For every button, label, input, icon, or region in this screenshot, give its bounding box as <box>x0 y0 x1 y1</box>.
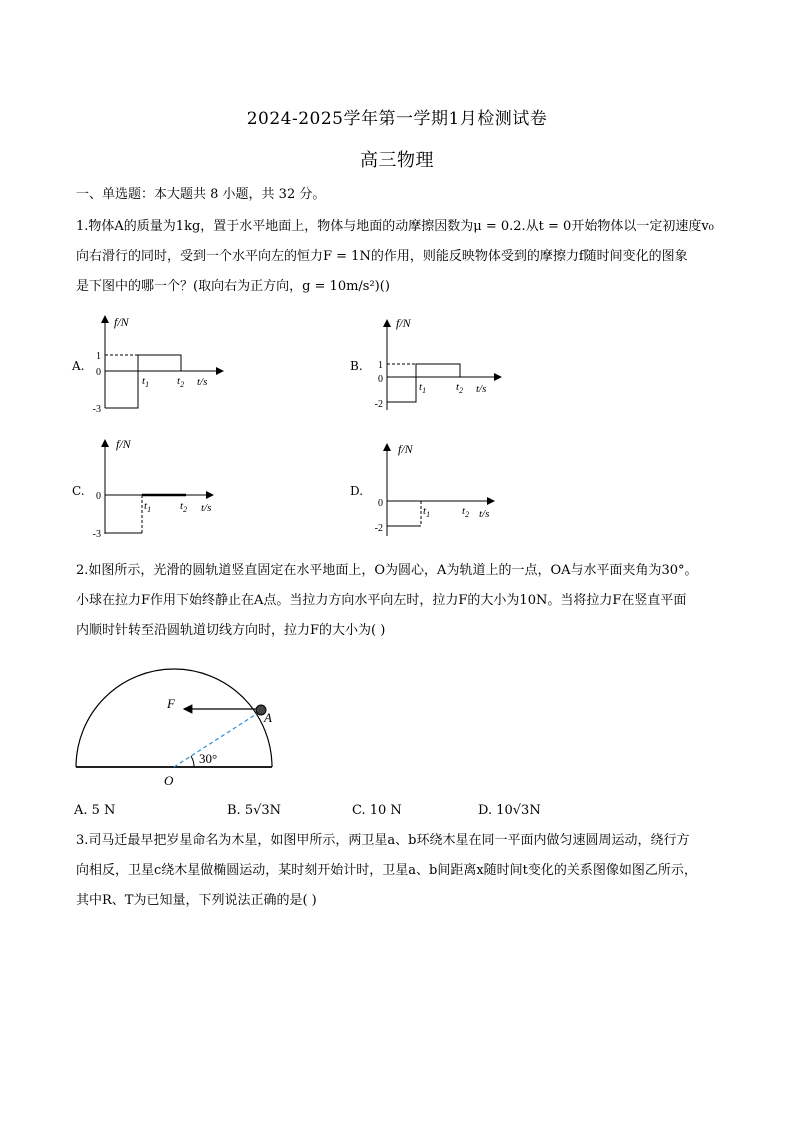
q2-option-b[interactable]: B. 5√3N <box>227 803 282 818</box>
tick-label: 0 <box>96 367 101 378</box>
tick-label: 0 <box>378 374 383 385</box>
t2-label: $t_2$ <box>180 500 188 514</box>
t1-label: $t_1$ <box>144 500 152 514</box>
q1-line-3: 是下图中的哪一个？(取向右为正方向，g = 10m/s²)() <box>76 279 390 294</box>
x-axis-label: t/s <box>476 383 487 395</box>
x-axis-label: t/s <box>479 508 490 520</box>
tick-label: 1 <box>96 351 101 362</box>
q3-line-2: 向相反，卫星c绕木星做椭圆运动，某时刻开始计时，卫星a、b间距离x随时间t变化的关系图像如图乙所示， <box>76 863 697 878</box>
t1-label: $t_1$ <box>142 375 150 389</box>
section-heading: 一、单选题：本大题共 8 小题，共 32 分。 <box>76 187 326 202</box>
q1-graph-b[interactable] <box>366 312 506 417</box>
angle-arc <box>191 756 194 767</box>
q2-line-2: 小球在拉力F作用下始终静止在A点。当拉力方向水平向左时，拉力F的大小为10N。当将拉力F在竖直平面 <box>76 593 687 608</box>
q1-option-d-label[interactable]: D. <box>350 484 364 498</box>
tick-label: 0 <box>96 491 101 502</box>
tick-label: -3 <box>92 529 101 540</box>
q1-option-c-label[interactable]: C. <box>72 484 85 498</box>
semicircle-track <box>76 669 272 767</box>
angle-label: 30° <box>199 751 218 766</box>
q1-graph-d[interactable] <box>366 436 506 541</box>
q2-option-d[interactable]: D. 10√3N <box>478 803 541 818</box>
y-axis-label: f/N <box>116 437 131 451</box>
t2-label: $t_2$ <box>177 375 185 389</box>
tick-label: -2 <box>374 399 383 410</box>
tick-label: -3 <box>92 404 101 415</box>
x-axis-label: t/s <box>201 502 212 514</box>
q3-line-1: 3.司马迁最早把岁星命名为木星，如图甲所示，两卫星a、b环绕木星在同一平面内做匀速圆周运动，绕行方 <box>76 833 690 848</box>
q2-line-1: 2.如图所示，光滑的圆轨道竖直固定在水平地面上，O为圆心，A为轨道上的一点，OA与水平面夹角为30°。 <box>76 563 698 578</box>
radius-oa <box>174 711 261 767</box>
q2-option-a[interactable]: A. 5 N <box>74 803 116 818</box>
subject-title: 高三物理 <box>360 150 434 171</box>
t1-label: $t_1$ <box>423 505 431 519</box>
q1-option-a-label[interactable]: A. <box>72 359 85 373</box>
q1-option-b-label[interactable]: B. <box>350 359 363 373</box>
q2-option-c[interactable]: C. 10 N <box>352 803 402 818</box>
tick-label: 0 <box>378 498 383 509</box>
tick-label: -2 <box>374 523 383 534</box>
center-o-label: O <box>164 773 174 788</box>
force-label: F <box>167 696 175 711</box>
tick-label: 1 <box>378 360 383 371</box>
y-axis-label: f/N <box>396 316 411 330</box>
q2-circular-track-figure <box>70 650 280 790</box>
t2-label: $t_2$ <box>462 505 470 519</box>
q1-graph-c[interactable] <box>88 434 228 544</box>
q1-line-2: 向右滑行的同时，受到一个水平向左的恒力F = 1N的作用，则能反映物体受到的摩擦力f随时间变化的图象 <box>76 249 688 264</box>
t2-label: $t_2$ <box>456 381 464 395</box>
y-axis-label: f/N <box>114 315 129 329</box>
y-axis-label: f/N <box>398 442 413 456</box>
point-a-label: A <box>264 710 272 725</box>
q1-graph-a[interactable] <box>88 308 228 423</box>
q2-line-3: 内顺时针转至沿圆轨道切线方向时，拉力F的大小为( ) <box>76 623 386 638</box>
exam-title: 2024-2025学年第一学期1月检测试卷 <box>246 109 548 129</box>
q3-line-3: 其中R、T为已知量，下列说法正确的是( ) <box>76 893 317 908</box>
q1-line-1: 1.物体A的质量为1kg，置于水平地面上，物体与地面的动摩擦因数为μ = 0.2.从t = 0开始物体以一定初速度v₀ <box>76 219 714 234</box>
friction-curve <box>387 364 460 402</box>
x-axis-label: t/s <box>197 376 208 388</box>
t1-label: $t_1$ <box>419 381 427 395</box>
